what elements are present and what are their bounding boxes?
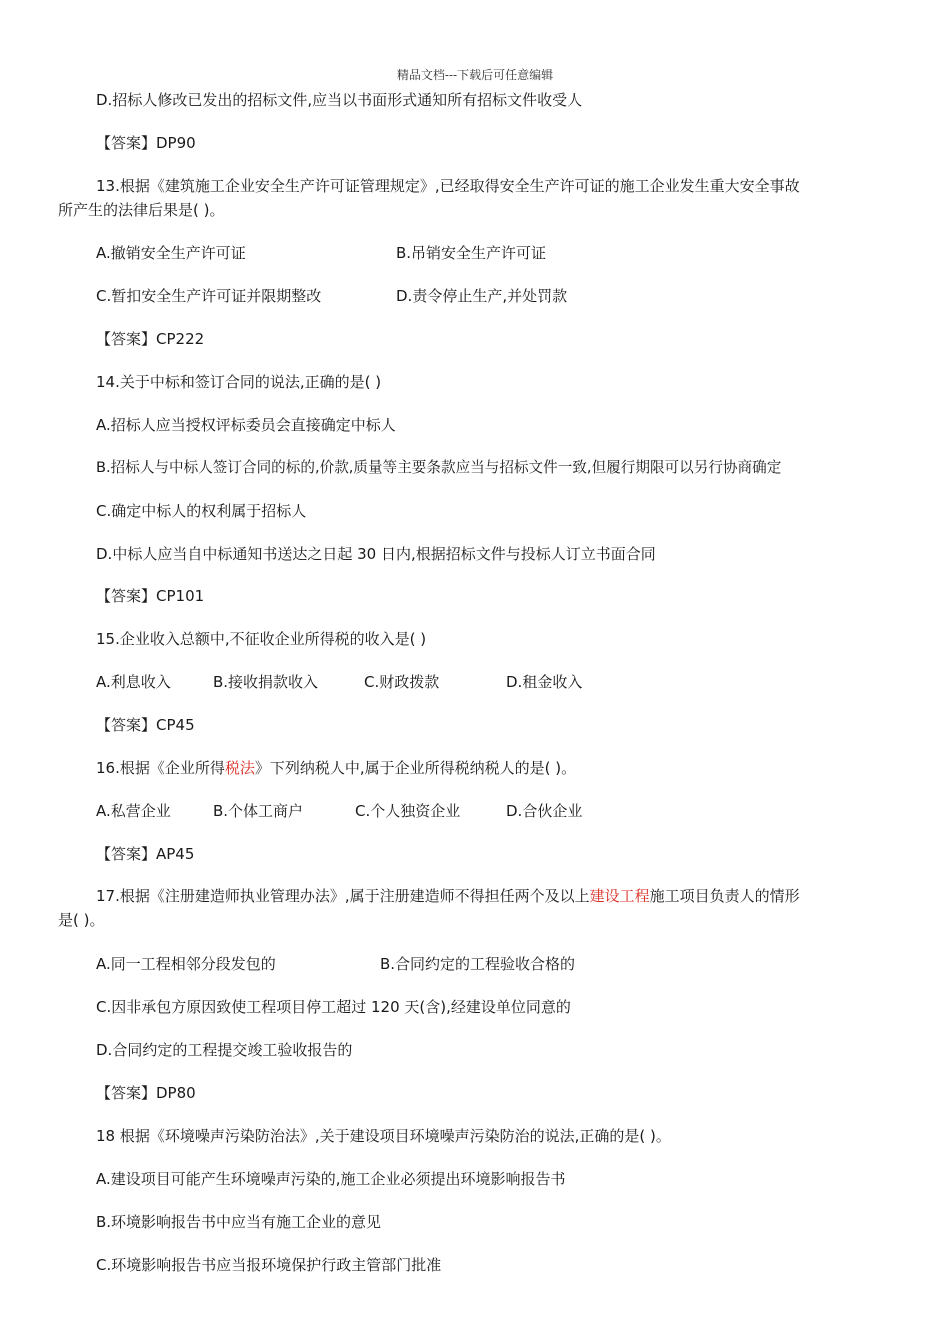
q14-stem: 14.关于中标和签订合同的说法,正确的是( ) xyxy=(96,373,382,391)
q17-option-c: C.因非承包方原因致使工程项目停工超过 120 天(含),经建设单位同意的 xyxy=(96,998,571,1016)
q13-option-d: D.责令停止生产,并处罚款 xyxy=(396,287,568,305)
q15-option-c: C.财政拨款 xyxy=(364,673,440,691)
q13-option-a: A.撤销安全生产许可证 xyxy=(96,244,246,262)
q16-option-d: D.合伙企业 xyxy=(506,802,583,820)
q17-stem-line1 xyxy=(96,886,800,906)
q17-option-d: D.合同约定的工程提交竣工验收报告的 xyxy=(96,1041,353,1059)
q14-answer: 【答案】CP101 xyxy=(96,587,205,605)
q15-option-b: B.接收捐款收入 xyxy=(213,673,319,691)
page-header: 精品文档---下载后可任意编辑 xyxy=(396,68,554,82)
q17-option-a: A.同一工程相邻分段发包的 xyxy=(96,955,276,973)
q12-answer: 【答案】DP90 xyxy=(96,134,196,152)
q14-option-a: A.招标人应当授权评标委员会直接确定中标人 xyxy=(96,416,396,434)
q17-option-b: B.合同约定的工程验收合格的 xyxy=(380,955,576,973)
q16-option-b: B.个体工商户 xyxy=(213,802,304,820)
q18-option-b: B.环境影响报告书中应当有施工企业的意见 xyxy=(96,1213,382,1231)
q18-option-a: A.建设项目可能产生环境噪声污染的,施工企业必须提出环境影响报告书 xyxy=(96,1170,566,1188)
q16-stem-pre: 16.根据《企业所得 xyxy=(96,759,225,777)
q15-answer: 【答案】CP45 xyxy=(96,716,195,734)
q16-stem-post: 》下列纳税人中,属于企业所得税纳税人的是( )。 xyxy=(254,759,577,777)
q17-stem-pre: 17.根据《注册建造师执业管理办法》,属于注册建造师不得担任两个及以上 xyxy=(96,887,590,905)
q15-option-d: D.租金收入 xyxy=(506,673,583,691)
q17-stem-post: 施工项目负责人的情形 xyxy=(649,887,800,905)
q18-stem: 18 根据《环境噪声污染防治法》,关于建设项目环境噪声污染防治的说法,正确的是( )。 xyxy=(96,1127,671,1145)
q12-option-d: D.招标人修改已发出的招标文件,应当以书面形式通知所有招标文件收受人 xyxy=(96,91,583,109)
q18-option-c: C.环境影响报告书应当报环境保护行政主管部门批准 xyxy=(96,1256,442,1274)
q15-option-a: A.利息收入 xyxy=(96,673,171,691)
q14-option-c: C.确定中标人的权利属于招标人 xyxy=(96,502,307,520)
q16-option-c: C.个人独资企业 xyxy=(355,802,461,820)
q16-stem-link[interactable]: 税法 xyxy=(224,759,255,777)
q16-answer: 【答案】AP45 xyxy=(96,845,195,863)
q13-option-b: B.吊销安全生产许可证 xyxy=(396,244,547,262)
q13-option-c: C.暂扣安全生产许可证并限期整改 xyxy=(96,287,322,305)
q17-stem-link[interactable]: 建设工程 xyxy=(589,887,650,905)
q16-stem xyxy=(96,758,576,778)
q17-stem-line2: 是( )。 xyxy=(58,911,105,929)
q13-stem-line1: 13.根据《建筑施工企业安全生产许可证管理规定》,已经取得安全生产许可证的施工企业发生重大安全事故 xyxy=(96,177,800,195)
q13-stem-line2: 所产生的法律后果是( )。 xyxy=(58,201,225,219)
q15-stem: 15.企业收入总额中,不征收企业所得税的收入是( ) xyxy=(96,630,427,648)
q14-option-d: D.中标人应当自中标通知书送达之日起 30 日内,根据招标文件与投标人订立书面合同 xyxy=(96,545,656,563)
q13-answer: 【答案】CP222 xyxy=(96,330,205,348)
q17-answer: 【答案】DP80 xyxy=(96,1084,196,1102)
q16-option-a: A.私营企业 xyxy=(96,802,171,820)
q14-option-b: B.招标人与中标人签订合同的标的,价款,质量等主要条款应当与招标文件一致,但履行期限可以另行协商确定 xyxy=(96,459,782,476)
